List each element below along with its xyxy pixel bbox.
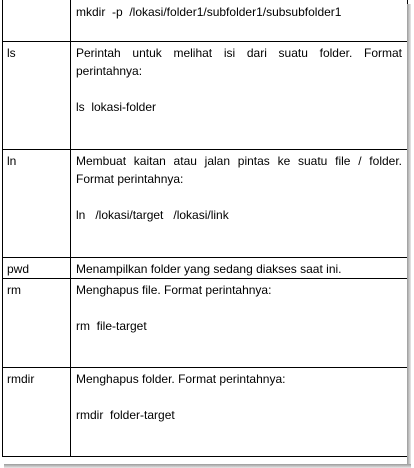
description-cell [71, 0, 408, 42]
page-shadow-right [407, 4, 411, 464]
description-line: Membuat kaitan atau jalan pintas ke suatu file / folder. [76, 154, 402, 168]
description-line: perintahnya: [76, 64, 143, 78]
table-row [3, 42, 408, 150]
command-cell: pwd [3, 258, 71, 279]
table-row [3, 150, 408, 258]
description-line: Menampilkan folder yang sedang diakses saat ini. [76, 262, 342, 276]
table-row [3, 368, 408, 457]
command-cell: rm [3, 279, 71, 368]
code-example: mkdir -p /lokasi/folder1/subfolder1/subsubfolder1 [76, 5, 342, 19]
description-cell [71, 42, 408, 150]
description-cell [71, 258, 408, 279]
page-shadow-bottom [4, 464, 411, 468]
description-line: Menghapus folder. Format perintahnya: [76, 372, 286, 386]
code-example: rmdir folder-target [76, 408, 175, 422]
command-cell: ls [3, 42, 71, 150]
code-example: ln /lokasi/target /lokasi/link [76, 208, 229, 222]
command-cell [3, 0, 71, 42]
description-cell [71, 368, 408, 457]
table-row [3, 258, 408, 279]
command-table [2, 0, 408, 457]
description-line: Perintah untuk melihat isi dari suatu folder. Format [76, 46, 402, 60]
command-cell: rmdir [3, 368, 71, 457]
description-line: Format perintahnya: [76, 172, 184, 186]
command-cell: ln [3, 150, 71, 258]
description-line: Menghapus file. Format perintahnya: [76, 283, 272, 297]
description-cell [71, 279, 408, 368]
description-cell [71, 150, 408, 258]
code-example: rm file-target [76, 319, 147, 333]
code-example: ls lokasi-folder [76, 100, 157, 114]
table-row [3, 0, 408, 42]
table-row [3, 279, 408, 368]
